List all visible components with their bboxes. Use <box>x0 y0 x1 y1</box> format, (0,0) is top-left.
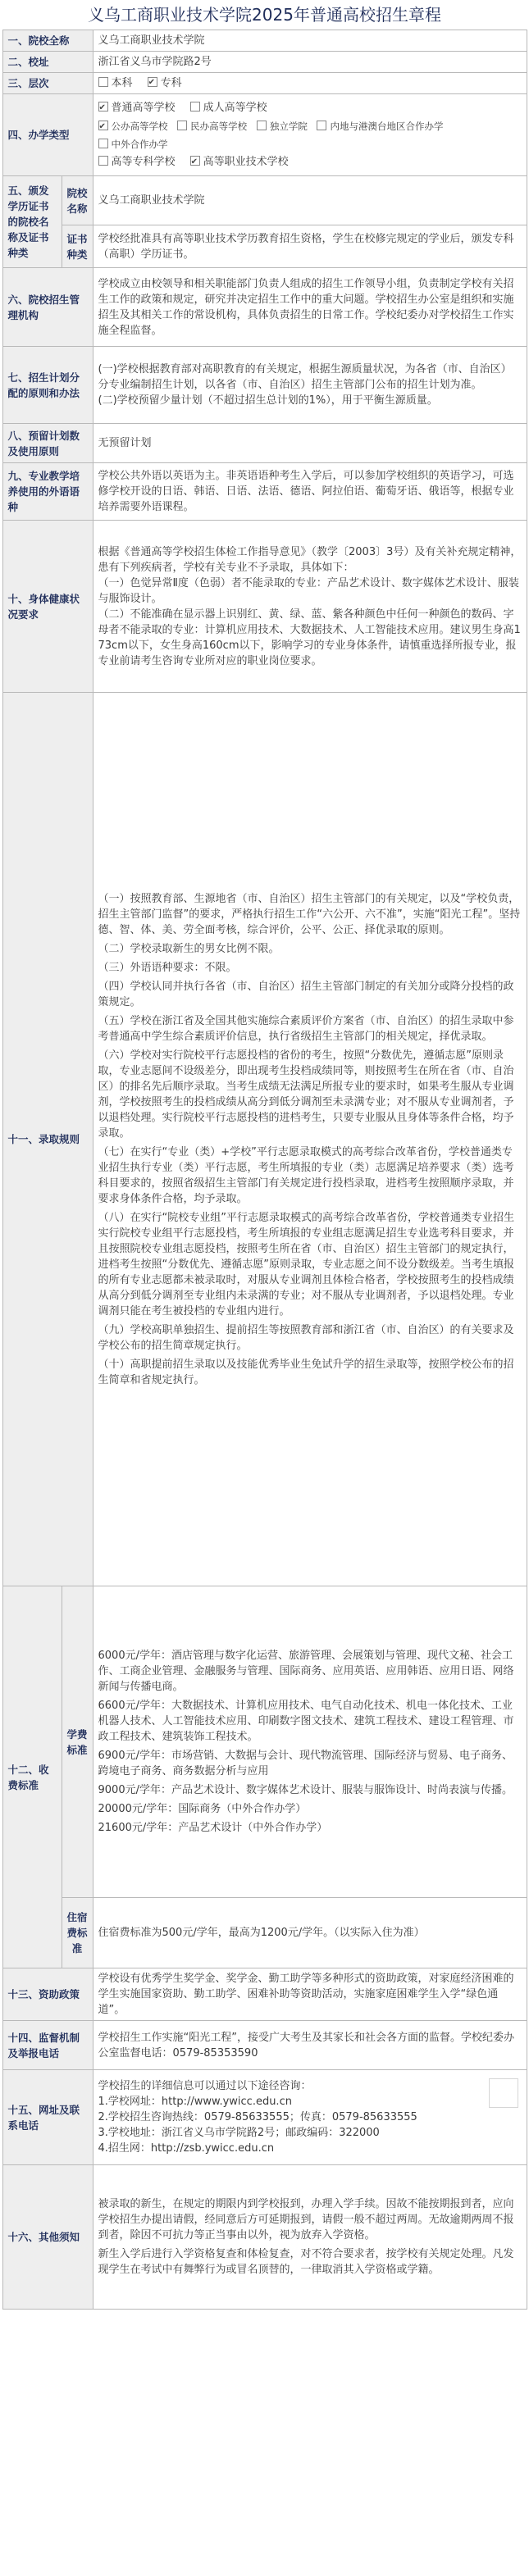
sub-label: 证书种类 <box>62 225 93 268</box>
option-label: 普通高等学校 <box>111 101 176 114</box>
lodging-value: 住宿费标准为500元/学年，最高为1200元/学年。（以实际入住为准） <box>93 1898 527 1968</box>
contact-item: 1.学校网址：http://www.ywicc.edu.cn <box>98 2096 292 2108</box>
page-title: 义乌工商职业技术学院2025年普通高校招生章程 <box>88 5 441 25</box>
row-label: 十六、其他须知 <box>2 2165 93 2310</box>
fee-item: 20000元/学年：国际商务（中外合作办学） <box>98 1803 307 1815</box>
other-notes-value <box>93 2165 527 2310</box>
paragraph: （三）外语语种要求：不限。 <box>98 961 237 974</box>
reserved-plan-value: 无预留计划 <box>93 424 527 463</box>
paragraph: 新生入学后进行入学资格复查和体检复查，对不符合要求者，按学校有关规定处理。凡发现学生在考试中有舞弊行为或冒名顶替的，一律取消其入学资格或学籍。 <box>98 2248 514 2276</box>
row-label: 四、办学类型 <box>2 94 93 176</box>
row-school-type <box>2 94 527 176</box>
checkbox-icon <box>98 156 108 166</box>
row-certificate-name <box>2 176 527 225</box>
admission-rules-value <box>93 693 527 1586</box>
option-label: 高等职业技术学校 <box>203 155 289 168</box>
checkbox-checked-icon <box>148 77 157 87</box>
paragraph: （十）高职提前招生录取以及技能优秀毕业生免试升学的招生录取等，按照学校公布的招生简章和省规定执行。 <box>98 1358 514 1386</box>
row-foreign-language <box>2 463 527 521</box>
row-label: 十三、资助政策 <box>2 1968 93 2021</box>
health-requirements-value <box>93 521 527 693</box>
fee-item: 9000元/学年：产品艺术设计、数字媒体艺术设计、服装与服饰设计、时尚表演与传播。 <box>98 1784 513 1796</box>
paragraph: （九）学校高职单独招生、提前招生等按照教育部和浙江省（市、自治区）的有关要求及学校公布的招生简章规定执行。 <box>98 1323 514 1352</box>
paragraph: （七）在实行“专业（类）+学校”平行志愿录取模式的高考综合改革省份，学校普通类专业招生执行专业（类）平行志愿，考生所填报的专业（类）志愿满足培养要求（类）选考科目要求的，按照省级招生主管部门有关规定进行投档录取，进档考生按照顺序录取，并要求身体条件合格，均予录取。 <box>98 1145 514 1205</box>
admission-office-value: 学校成立由校领导和相关职能部门负责人组成的招生工作领导小组，负责制定学校有关招生工作的政策和规定，研究并决定招生工作中的重大问题。学校招生办公室是组织和实施招生及其相关工作的常设机构，具体负责招生的日常工作。学校纪委办对学校招生工作实施全程监督。 <box>93 268 527 347</box>
sub-label: 住宿费标准 <box>62 1898 93 1968</box>
row-label: 八、预留计划数及使用原则 <box>2 424 93 463</box>
checkbox-icon <box>98 139 108 148</box>
row-other-notes <box>2 2165 527 2310</box>
qr-code-icon <box>489 2078 518 2108</box>
fee-item: 21600元/学年：产品艺术设计（中外合作办学） <box>98 1822 328 1834</box>
row-level <box>2 73 527 94</box>
option-undergraduate: 本科 <box>98 75 133 91</box>
row-contact <box>2 2070 527 2165</box>
row-lodging <box>2 1898 527 1968</box>
school-type-options <box>93 94 527 176</box>
row-address <box>2 52 527 73</box>
contact-item: 4.招生网：http://zsb.ywicc.edu.cn <box>98 2142 275 2155</box>
row-health-requirements <box>2 521 527 693</box>
option-label: 公办高等学校 <box>111 120 168 132</box>
paragraph: （一）色觉异常Ⅱ度（色弱）者不能录取的专业：产品艺术设计、数字媒体艺术设计、服装与服饰设计。 <box>98 576 519 605</box>
paragraph: （八）在实行“院校专业组”平行志愿录取模式的高考综合改革省份，学校普通类专业招生实行院校专业组平行志愿投档，考生所填报的专业组志愿满足招生专业选考科目要求，并且按照院校专业组志愿投档，按照考生所在省（市、自治区）招生主管部门的规定执行，进档考生按照“分数优先、遵循志愿”原则录取，专业志愿之间不设分数级差。当考生填报的所有专业志愿都未被录取时，对服从专业调剂且体检合格者，学校按照考生的投档成绩从高分到低分调剂至专业组内未录满的专业；对不服从专业调剂者，予以退档处理。专业调剂只能在考生被投档的专业组内进行。 <box>98 1211 514 1318</box>
option-label: 内地与港澳台地区合作办学 <box>330 120 444 132</box>
row-reserved-plan <box>2 424 527 463</box>
checkbox-icon <box>190 102 200 112</box>
tuition-value <box>93 1586 527 1898</box>
checkbox-checked-icon <box>98 102 108 112</box>
row-label: 九、专业教学培养使用的外语语种 <box>2 463 93 521</box>
row-label: 二、校址 <box>2 52 93 73</box>
paragraph: 根据《普通高等学校招生体检工作指导意见》（教学〔2003〕3号）及有关补充规定精神，患有下列疾病者，学校有关专业不予录取，具体如下： <box>98 545 522 574</box>
paragraph: 被录取的新生，在规定的期限内到学校报到，办理入学手续。因故不能按期报到者，应向学校招生办提出请假，经同意后方可延期报到，请假一般不超过两周。无故逾期两周不报到者，除因不可抗力等正当事由以外，视为放弃入学资格。 <box>98 2198 514 2241</box>
plan-allocation-value <box>93 347 527 424</box>
option-label: 中外合作办学 <box>111 138 168 150</box>
checkbox-icon <box>177 121 187 130</box>
supervision-value: 学校招生工作实施“阳光工程”，接受广大考生及其家长和社会各方面的监督。学校纪委办公室监督电话：0579-85353590 <box>93 2021 527 2070</box>
row-label: 五、颁发学历证书的院校名称及证书种类 <box>2 176 62 268</box>
paragraph: （二）不能准确在显示器上识别红、黄、绿、蓝、紫各种颜色中任何一种颜色的数码、字母者不能录取的专业：计算机应用技术、大数据技术、人工智能技术应用。建议男生身高173cm以下，女生身高160cm以下，影响学习的专业身体条件，请慎重选择所报专业，报专业前请考生咨询专业所对应的职业岗位要求。 <box>98 608 521 667</box>
paragraph: （一）按照教育部、生源地省（市、自治区）招生主管部门的有关规定，以及“学校负责，招生主管部门监督”的要求，严格执行招生工作“六公开、六不准”，实施“阳光工程”。坚持德、智、体、美、劳全面考核，综合评价，公平、公正、择优录取的原则。 <box>98 892 521 936</box>
row-label: 十四、监督机制及举报电话 <box>2 2021 93 2070</box>
financial-aid-value: 学校设有优秀学生奖学金、奖学金、勤工助学等多种形式的资助政策，对家庭经济困难的学生实施国家资助、勤工助学、困难补助等资助活动，实施家庭困难学生入学“绿色通道”。 <box>93 1968 527 2021</box>
option-junior-college: ✔ 专科 <box>148 75 182 91</box>
row-label: 六、院校招生管理机构 <box>2 268 93 347</box>
sub-label: 学费标准 <box>62 1586 93 1898</box>
checkbox-checked-icon <box>190 156 200 166</box>
paragraph: （四）学校认同并执行各省（市、自治区）招生主管部门制定的有关加分或降分投档的政策规定。 <box>98 980 514 1008</box>
row-label: 一、院校全称 <box>2 30 93 52</box>
contact-item: 3.学校地址：浙江省义乌市学院路2号；邮政编码：322000 <box>98 2127 380 2139</box>
row-label: 十、身体健康状况要求 <box>2 521 93 693</box>
row-tuition <box>2 1586 527 1898</box>
paragraph: （六）学校对实行院校平行志愿投档的省份的考生，按照“分数优先，遵循志愿”原则录取，专业志愿间不设级差分，即出现考生投档成绩同等，则按照考生在所在省（市、自治区）的排名先后顺序录取。当考生成绩无法满足所报专业的要求时，如果考生服从专业调剂，学校按照考生的投档成绩从高分到低分调剂至未录满专业；对不服从专业调剂者，予以退档处理。实行院校平行志愿投档的进档考生，只要专业服从且身体等条件合格，均予录取。 <box>98 1049 514 1140</box>
foreign-language-value: 学校公共外语以英语为主。非英语语种考生入学后，可以参加学校组织的英语学习，可选修学校开设的日语、韩语、日语、法语、德语、阿拉伯语、葡萄牙语、俄语等，根据专业培养需要外语课程。 <box>93 463 527 521</box>
sub-label: 院校名称 <box>62 176 93 225</box>
school-name-value: 义乌工商职业技术学院 <box>93 30 527 52</box>
contact-intro: 学校招生的详细信息可以通过以下途径咨询： <box>98 2080 312 2092</box>
charter-table <box>2 30 527 2310</box>
contact-item: 2.学校招生咨询热线：0579-85633555；传真：0579-85633555 <box>98 2111 417 2123</box>
level-options <box>93 73 527 94</box>
row-school-name <box>2 30 527 52</box>
fee-item: 6600元/学年：大数据技术、计算机应用技术、电气自动化技术、机电一体化技术、工业机器人技术、人工智能技术应用、印刷数字图文技术、建筑工程技术、建设工程管理、市政工程技术、建筑装饰工程技术。 <box>98 1700 514 1743</box>
checkbox-icon <box>98 77 108 87</box>
row-label: 十二、收费标准 <box>2 1586 62 1968</box>
row-plan-allocation <box>2 347 527 424</box>
checkbox-icon <box>257 121 267 130</box>
contact-value <box>93 2070 527 2165</box>
option-label: 高等专科学校 <box>111 155 176 168</box>
checkbox-checked-icon <box>98 121 108 130</box>
paragraph: （二）学校录取新生的男女比例不限。 <box>98 942 280 955</box>
paragraph: (二)学校预留少量计划（不超过招生总计划的1%），用于平衡生源质量。 <box>98 394 438 407</box>
fee-item: 6900元/学年：市场营销、大数据与会计、现代物流管理、国际经济与贸易、电子商务、跨境电子商务、商务数据分析与应用 <box>98 1750 513 1777</box>
paragraph: (一)学校根据教育部对高职教育的有关规定，根据生源质量状况，为各省（市、自治区）分专业编制招生计划，以各省（市、自治区）招生主管部门公布的招生计划为准。 <box>98 363 512 391</box>
option-label: 独立学院 <box>269 120 308 132</box>
certificate-type-value: 学校经批准具有高等职业技术学历教育招生资格，学生在校修完规定的学业后，颁发专科（高职）学历证书。 <box>93 225 527 268</box>
option-label: 成人高等学校 <box>203 101 267 114</box>
row-label: 七、招生计划分配的原则和办法 <box>2 347 93 424</box>
row-admission-rules <box>2 693 527 1586</box>
row-label: 十五、网址及联系电话 <box>2 2070 93 2165</box>
row-label: 十一、录取规则 <box>2 693 93 1586</box>
row-certificate-type <box>2 225 527 268</box>
row-supervision <box>2 2021 527 2070</box>
address-value: 浙江省义乌市学院路2号 <box>93 52 527 73</box>
paragraph: （五）学校在浙江省及全国其他实施综合素质评价方案省（市、自治区）的招生录取中参考普通高中学生综合素质评价信息，执行省级招生主管部门的相关规定，择优录取。 <box>98 1014 514 1043</box>
row-financial-aid <box>2 1968 527 2021</box>
option-label: 民办高等学校 <box>190 120 248 132</box>
checkbox-icon <box>317 121 326 130</box>
row-admission-office <box>2 268 527 347</box>
fee-item: 6000元/学年：酒店管理与数字化运营、旅游管理、会展策划与管理、现代文秘、社会工作、工商企业管理、金融服务与管理、国际商务、应用英语、应用韩语、应用日语、网络新闻与传播电商。 <box>98 1650 514 1693</box>
row-label: 三、层次 <box>2 73 93 94</box>
certificate-school-value: 义乌工商职业技术学院 <box>93 176 527 225</box>
